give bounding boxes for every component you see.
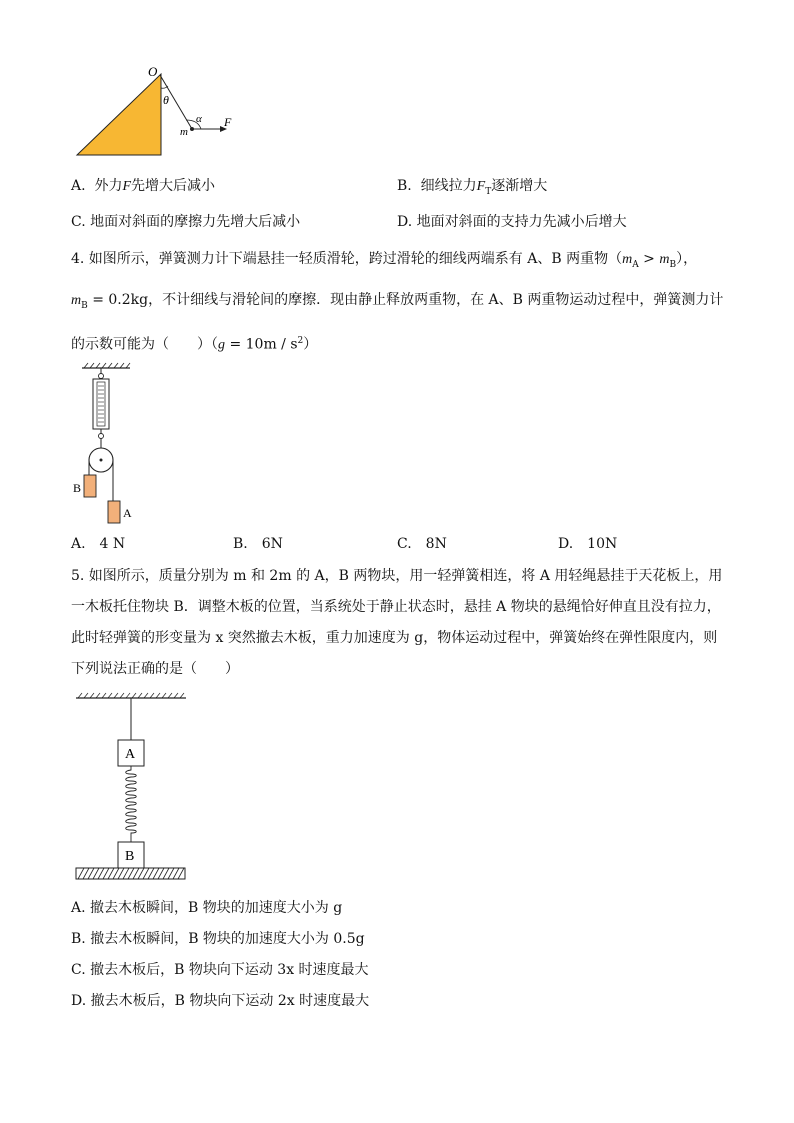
q4-option-a: A. 4 N	[71, 536, 126, 552]
q5-option-a: A. 撤去木板瞬间，B 物块的加速度大小为 g	[71, 900, 343, 916]
weight-b	[84, 475, 96, 497]
q4-option-c: C. 8N	[397, 536, 447, 552]
hook-ring	[99, 374, 104, 379]
q5-option-c: C. 撤去木板后，B 物块向下运动 3x 时速度最大	[71, 962, 369, 978]
ceiling-hatch	[84, 363, 130, 368]
incline-block	[77, 74, 161, 155]
q5-stem-line2: 一木板托住物块 B．调整木板的位置，当系统处于静止状态时，悬挂 A 物块的悬绳恰好伸直且没有拉力，	[71, 599, 721, 615]
scale-hook	[99, 434, 104, 439]
label-F: F	[224, 115, 232, 129]
spring	[126, 766, 137, 842]
label-block-b: B	[125, 849, 135, 864]
spring-blocks-figure	[72, 690, 190, 885]
label-alpha: α	[196, 113, 202, 125]
q5-stem-line3: 此时轻弹簧的形变量为 x 突然撤去木板，重力加速度为 g，物体运动过程中，弹簧始终在弹性限度内，则	[71, 630, 718, 646]
q4-option-b: B. 6N	[233, 536, 283, 552]
label-O: O	[148, 64, 158, 79]
q3-option-b: B. 细线拉力$F_T$逐渐增大	[397, 178, 548, 197]
q4-stem-line2: $m_B = 0.2kg$，不计细线与滑轮间的摩擦．现由静止释放两重物，在 A、B 两重物运动过程中，弹簧测力计	[71, 292, 724, 311]
pulley-center	[100, 459, 103, 462]
label-weight-a: A	[123, 506, 132, 520]
q5-option-d: D. 撤去木板后，B 物块向下运动 2x 时速度最大	[71, 993, 370, 1009]
q5-option-b: B. 撤去木板瞬间，B 物块的加速度大小为 0.5g	[71, 931, 365, 947]
incline-figure	[70, 62, 250, 162]
q5-stem-line4: 下列说法正确的是（ ）	[71, 661, 239, 677]
q4-stem-line3: 的示数可能为（ ）$(g = 10m / s^2)$	[71, 336, 318, 353]
q3-option-d: D. 地面对斜面的支持力先减小后增大	[397, 214, 627, 230]
spring-scale-body	[93, 379, 109, 429]
ceiling-hatch	[78, 693, 184, 698]
q3-option-c: C. 地面对斜面的摩擦力先增大后减小	[71, 214, 301, 230]
label-block-a: A	[125, 747, 136, 762]
label-weight-b: B	[73, 481, 82, 495]
weight-a	[108, 501, 120, 523]
pulley-figure	[70, 362, 150, 527]
label-theta: θ	[163, 93, 169, 107]
label-m: m	[180, 126, 188, 138]
q4-option-d: D. 10N	[558, 536, 618, 552]
q4-stem-line1: 4. 如图所示，弹簧测力计下端悬挂一轻质滑轮，跨过滑轮的细线两端系有 A、B 两重物$(m_A > m_B)$，	[71, 251, 698, 270]
q5-stem-line1: 5. 如图所示，质量分别为 m 和 2m 的 A，B 两物块，用一轻弹簧相连，将 A 用轻绳悬挂于天花板上，用	[71, 568, 723, 584]
q3-option-a: A. 外力F先增大后减小	[71, 178, 216, 194]
